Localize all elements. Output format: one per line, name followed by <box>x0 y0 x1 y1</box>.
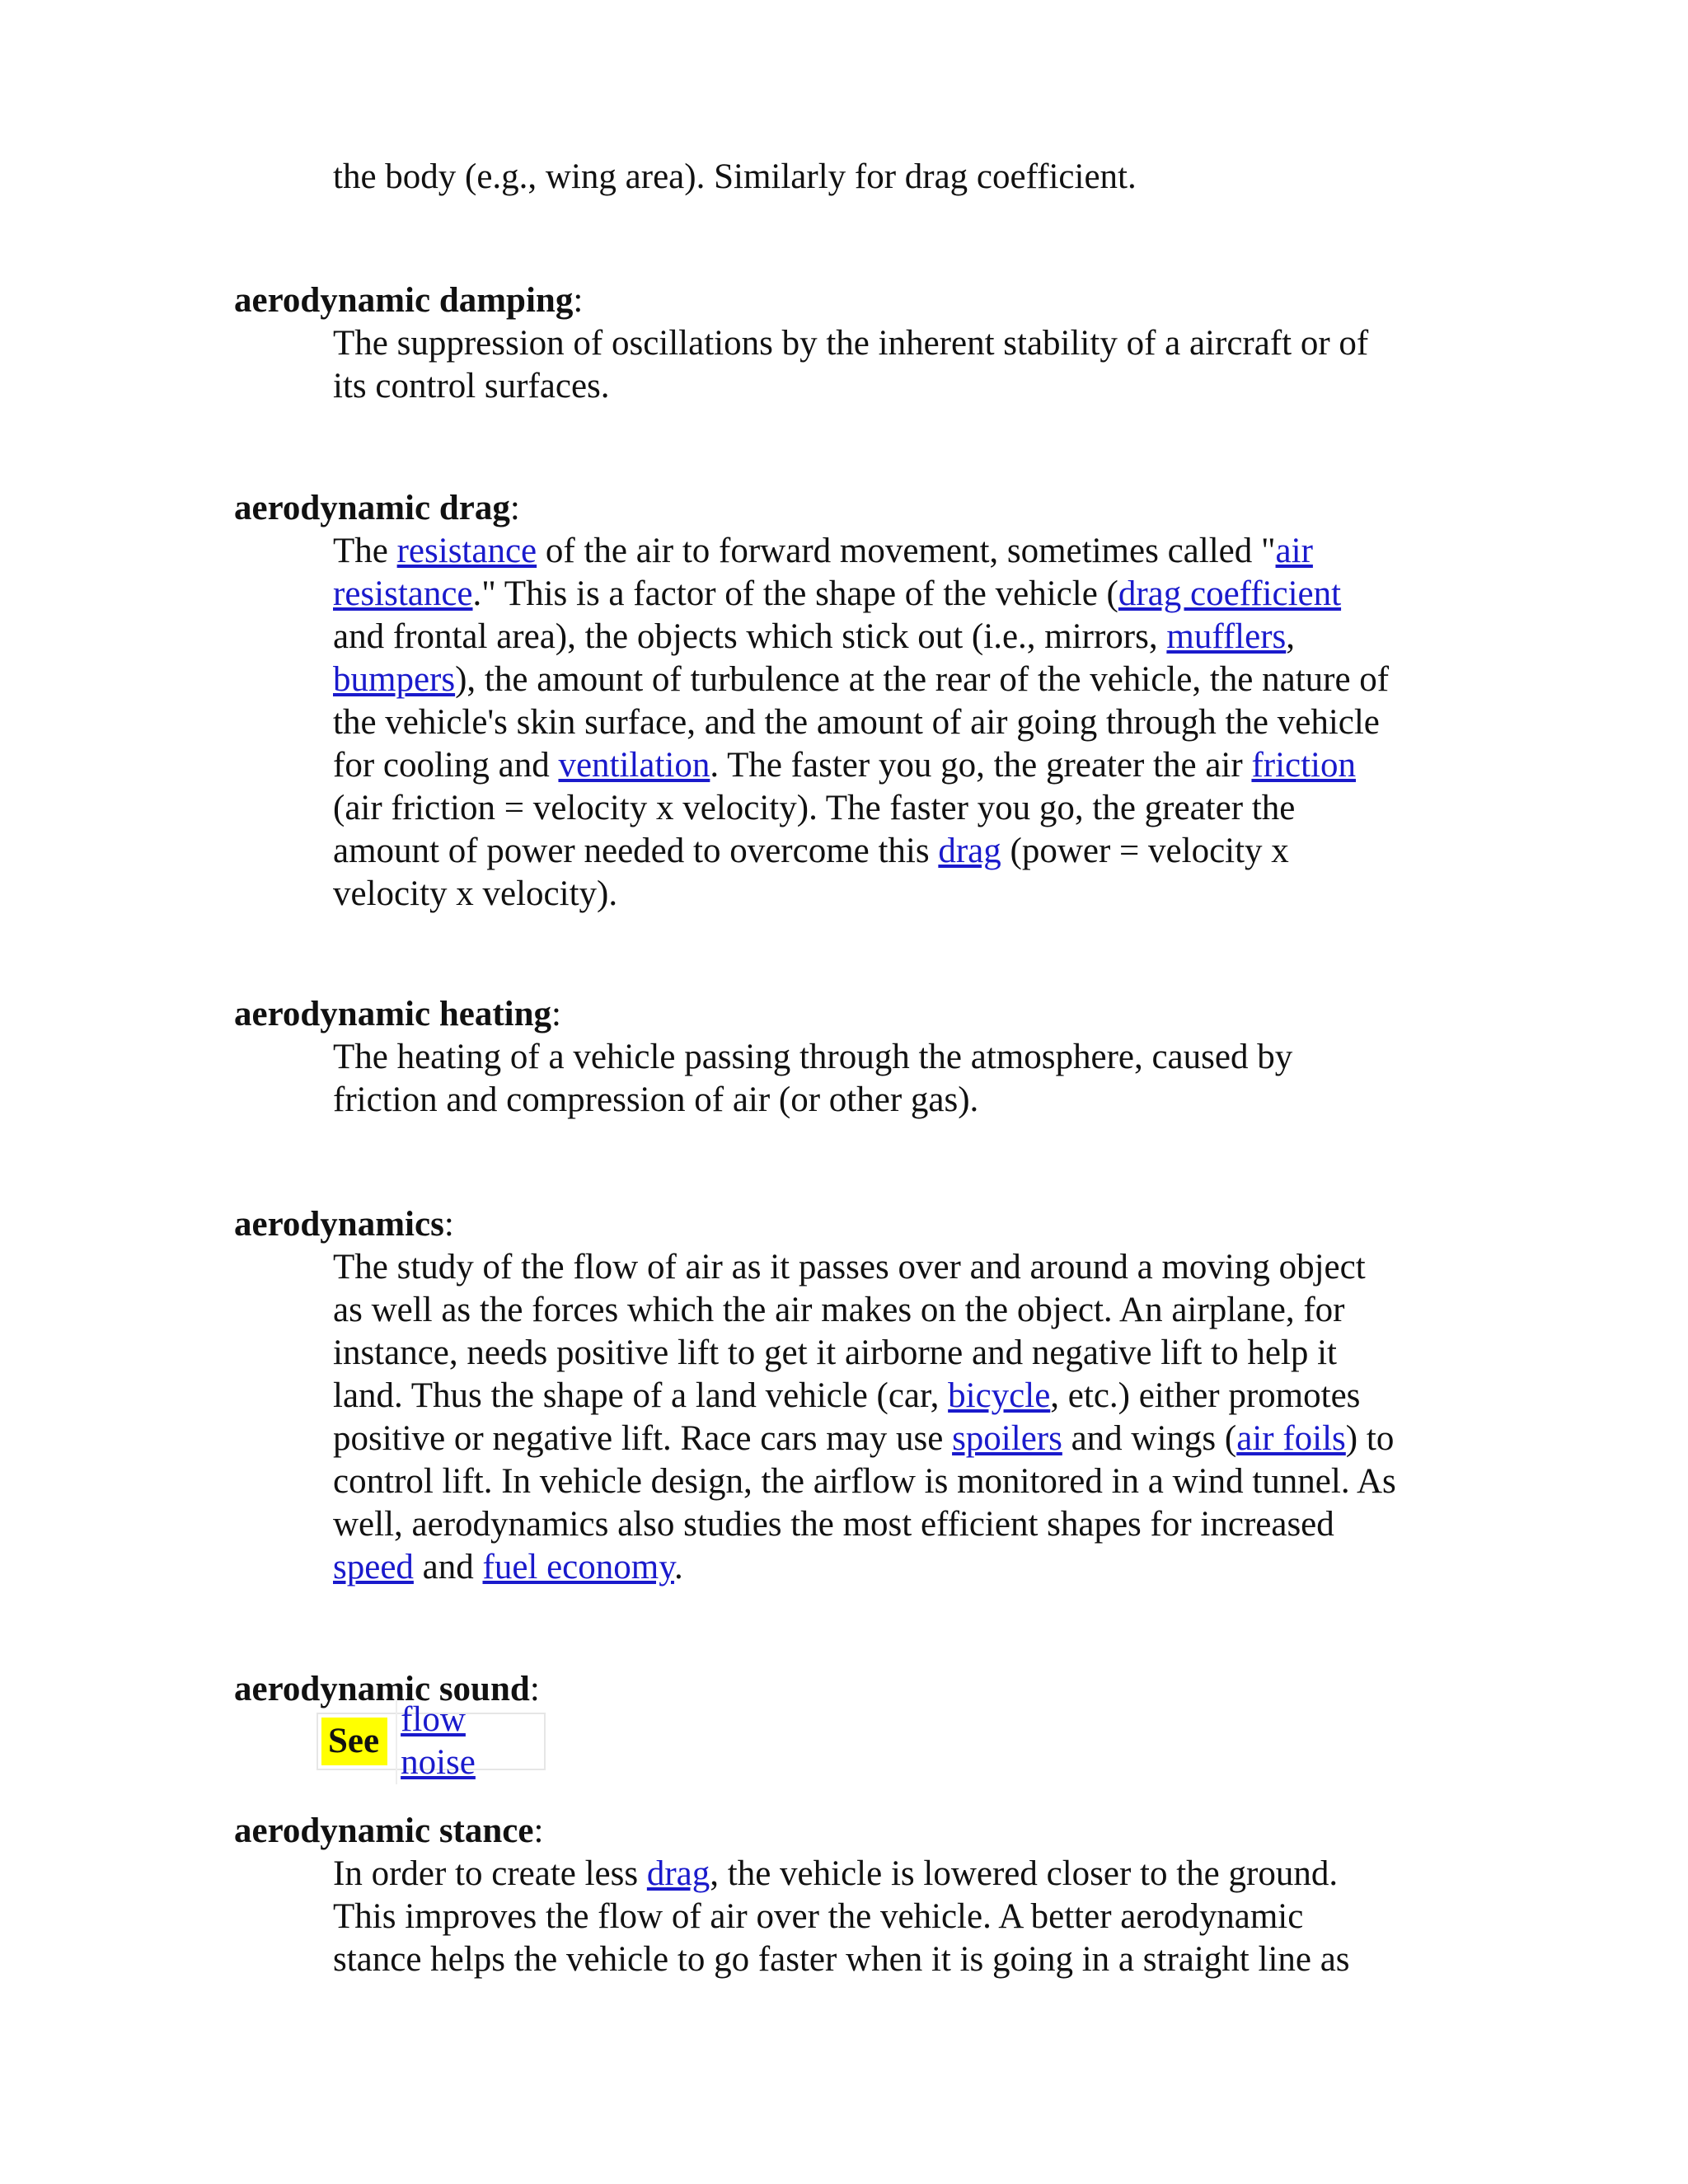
link-flow-noise[interactable]: flow noise <box>396 1699 541 1784</box>
link-friction[interactable]: friction <box>1251 746 1357 785</box>
link-speed[interactable]: speed <box>333 1548 414 1586</box>
definition-aerodynamic-drag: The resistance of the air to forward movement, sometimes called "air resistance." This is a factor of the shape of the vehicle (drag coefficient and frontal area), the objects which stick out (i.e., mirrors, mufflers, bumpers), the amount of turbulence at the rear of the vehicle, the nature of the vehicle's skin surface, and the amount of air going through the vehicle for cooling and ventilation. The faster you go, the greater the air friction (air friction = velocity x velocity). The faster you go, the greater the amount of power needed to overcome this drag (power = velocity x velocity x velocity). <box>333 532 1390 913</box>
see-label: See <box>321 1718 387 1765</box>
link-resistance[interactable]: resistance <box>396 532 537 570</box>
term-aerodynamic-heating: aerodynamic heating: <box>234 995 561 1033</box>
link-bicycle[interactable]: bicycle <box>948 1376 1051 1415</box>
see-also-box <box>316 1700 546 1782</box>
term-aerodynamic-drag: aerodynamic drag: <box>234 489 520 527</box>
link-drag-stance[interactable]: drag <box>646 1854 710 1893</box>
definition-aerodynamic-damping: The suppression of oscillations by the inherent stability of a aircraft or of its control surfaces. <box>333 324 1369 405</box>
link-fuel-economy[interactable]: fuel economy <box>482 1548 674 1586</box>
term-aerodynamics: aerodynamics: <box>234 1205 454 1244</box>
link-spoilers[interactable]: spoilers <box>952 1419 1062 1458</box>
link-air-resistance-cont[interactable]: resistance <box>333 574 473 613</box>
link-air-foils[interactable]: air foils <box>1236 1419 1346 1458</box>
link-bumpers[interactable]: bumpers <box>333 660 456 699</box>
term-aerodynamic-damping: aerodynamic damping: <box>234 281 584 320</box>
link-ventilation[interactable]: ventilation <box>558 746 710 785</box>
link-mufflers[interactable]: mufflers <box>1166 617 1287 656</box>
definition-aerodynamic-stance: In order to create less drag, the vehicle is lowered closer to the ground. This improves the flow of air over the vehicle. A better aerodynamic stance helps the vehicle to go faster when it is going in a straight line as <box>333 1854 1350 1979</box>
term-aerodynamic-stance: aerodynamic stance: <box>234 1811 544 1850</box>
definition-intro-line: the body (e.g., wing area). Similarly for drag coefficient. <box>333 157 1137 196</box>
definition-aerodynamic-heating: The heating of a vehicle passing through the atmosphere, caused by friction and compression of air (or other gas). <box>333 1038 1293 1119</box>
link-air-resistance[interactable]: air <box>1275 532 1313 570</box>
link-drag[interactable]: drag <box>938 832 1001 870</box>
link-drag-coefficient[interactable]: drag coefficient <box>1118 574 1342 613</box>
term-aerodynamic-sound: aerodynamic sound: <box>234 1670 540 1708</box>
definition-aerodynamics: The study of the flow of air as it passes over and around a moving object as well as the forces which the air makes on the object. An airplane, for instance, needs positive lift to get it airborne and negative lift to help it land. Thus the shape of a land vehicle (car, bicycle, etc.) either promotes positive or negative lift. Race cars may use spoilers and wings (air foils) to control lift. In vehicle design, the airflow is monitored in a wind tunnel. As well, aerodynamics also studies the most efficient shapes for increased speed and fuel economy. <box>333 1248 1396 1586</box>
